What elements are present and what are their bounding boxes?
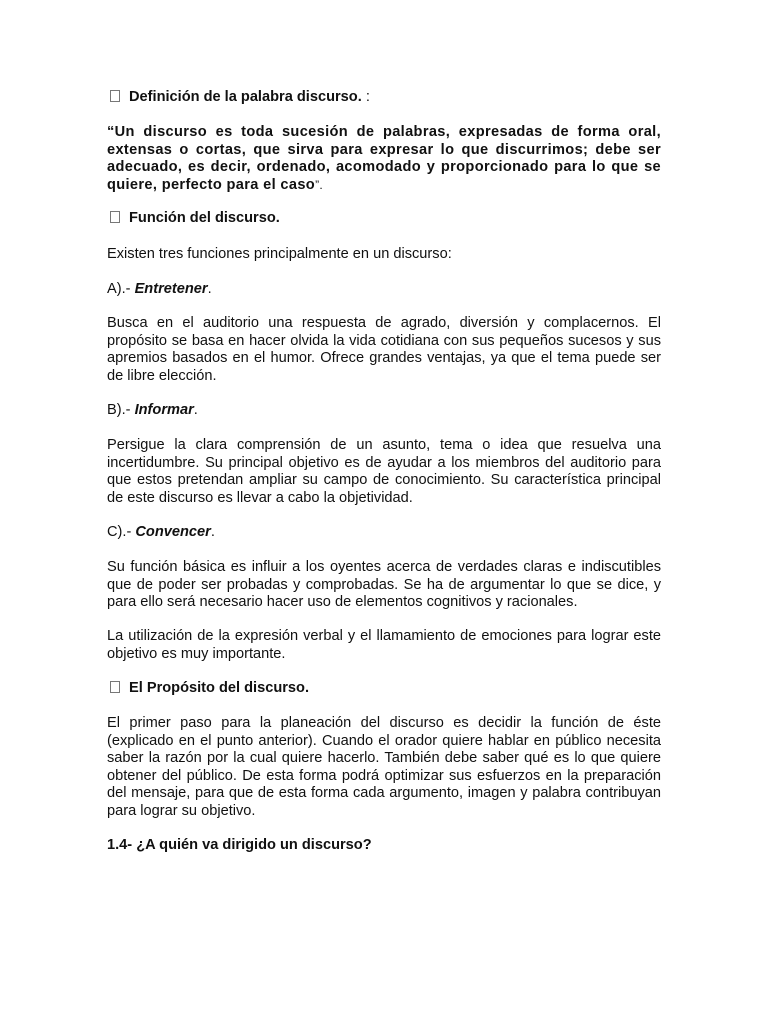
- definicion-quote: [107, 124, 661, 194]
- bullet-box-icon: [110, 211, 120, 223]
- definicion-suffix: :: [361, 89, 370, 105]
- item-c-suffix: .: [210, 524, 215, 540]
- proposito-heading: El Propósito del discurso.: [129, 680, 310, 696]
- item-a-suffix: .: [207, 281, 212, 297]
- funcion-heading-line: [107, 210, 661, 228]
- item-c-body-2: La utilización de la expresión verbal y el llamamiento de emociones para lograr este objetivo es muy importante.: [107, 628, 661, 662]
- quote-text: “Un discurso es toda sucesión de palabras, expresadas de forma oral, extensas o cortas, que sirva para expresar lo que discurrimos; debe ser adecuado, es decir, ordenado, acomodado y proporcionado para lo que se quiere, perfecto para el caso: [107, 124, 661, 193]
- item-c-prefix: C).-: [107, 524, 136, 540]
- item-c-title: Convencer: [135, 524, 211, 540]
- item-b-heading: [107, 402, 661, 420]
- item-b-title: Informar: [134, 402, 194, 418]
- item-a-heading: [107, 281, 661, 299]
- item-c-body: Su función básica es influir a los oyentes acerca de verdades claras e indiscutibles que de poder ser probadas y comprobadas. Se ha de argumentar lo que se dice, y para ello será necesario hacer uso de elementos cognitivos y racionales.: [107, 559, 661, 611]
- funcion-heading: Función del discurso.: [129, 210, 280, 226]
- item-b-prefix: B).-: [107, 402, 135, 418]
- definicion-heading-line: [107, 89, 661, 107]
- proposito-heading-line: [107, 680, 661, 698]
- funciones-intro: Existen tres funciones principalmente en un discurso:: [107, 246, 452, 262]
- final-heading: 1.4- ¿A quién va dirigido un discurso?: [107, 837, 372, 853]
- definicion-heading: Definición de la palabra discurso.: [129, 89, 362, 105]
- proposito-body: El primer paso para la planeación del discurso es decidir la función de éste (explicado en el punto anterior). Cuando el orador quiere hablar en público necesita saber la razón por la cual quiere hacerlo. También debe saber qué es lo que quiere obtener del público. De esta forma podrá optimizar sus esfuerzos en la preparación del mensaje, para que de esta forma cada argumento, imagen y palabra contribuyan para lograr su objetivo.: [107, 715, 661, 819]
- bullet-box-icon: [110, 90, 120, 102]
- item-a-prefix: A).-: [107, 281, 135, 297]
- item-a-body: Busca en el auditorio una respuesta de agrado, diversión y complacernos. El propósito se basa en hacer olvida la vida cotidiana con sus pequeños sucesos y sus apremios basados en el humor. Ofrece grandes ventajas, ya que el tema puede ser de libre elección.: [107, 315, 661, 384]
- bullet-box-icon: [110, 681, 120, 693]
- item-a-title: Entretener: [134, 281, 208, 297]
- item-b-body: Persigue la clara comprensión de un asunto, tema o idea que resuelva una incertidumbre. Su principal objetivo es de ayudar a los miembros del auditorio para que estos pretendan ampliar su campo de conocimiento. Su característica principal de este discurso es llevar a cabo la objetividad.: [107, 437, 661, 506]
- item-b-suffix: .: [193, 402, 198, 418]
- item-c-heading: [107, 524, 661, 542]
- quote-tail: ”.: [315, 177, 324, 192]
